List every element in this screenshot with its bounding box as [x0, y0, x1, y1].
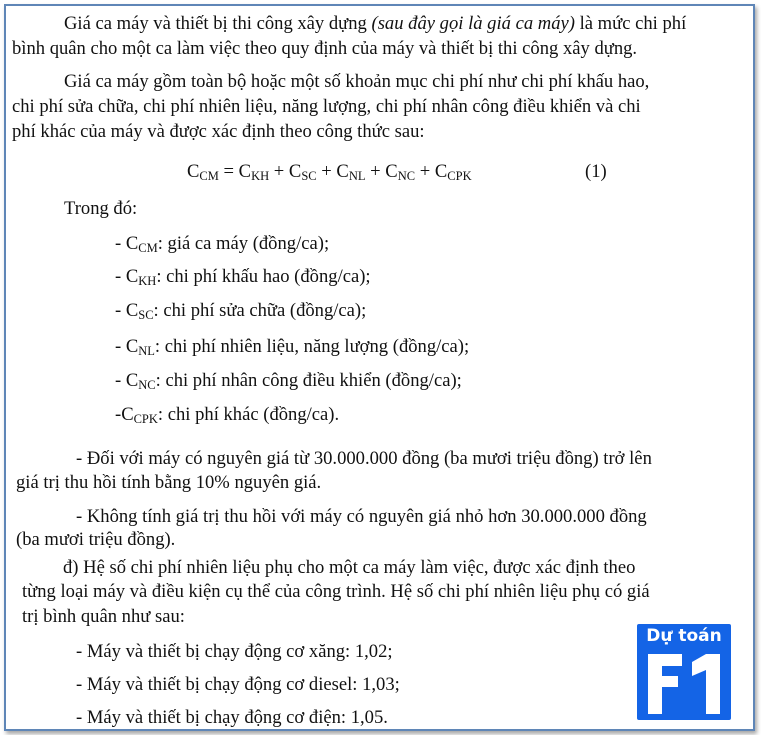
definition-sub: CPK: [133, 412, 158, 426]
para1-italic-note: (sau đây gọi là giá ca máy): [371, 13, 575, 34]
definition-nc: [115, 370, 462, 392]
para2-line2: chi phí sửa chữa, chi phí nhiên liệu, năng lượng, chi phí nhân công điều khiển và chi: [12, 96, 641, 117]
para3-line1: - Đối với máy có nguyên giá từ 30.000.000 đồng (ba mươi triệu đồng) trở lên: [76, 448, 652, 469]
coefficient-electric: - Máy và thiết bị chạy động cơ điện: 1,05.: [76, 707, 388, 728]
para1-line1: [64, 13, 686, 35]
definition-text: : chi phí sửa chữa (đồng/ca);: [153, 300, 367, 321]
definition-sub: NC: [138, 378, 156, 392]
definition-text: : chi phí khấu hao (đồng/ca);: [156, 266, 371, 287]
formula-equals: =: [218, 161, 239, 182]
definition-sc: [115, 300, 366, 322]
formula-plus: +: [415, 161, 435, 182]
definition-sub: SC: [138, 308, 154, 322]
formula-sub-sc: SC: [301, 169, 317, 183]
formula-plus: +: [269, 161, 289, 182]
where-label: Trong đó:: [64, 198, 138, 219]
definition-text: : chi phí nhiên liệu, năng lượng (đồng/ca);: [154, 336, 470, 357]
definition-text: : giá ca máy (đồng/ca);: [157, 233, 330, 254]
para5-line3: trị bình quân như sau:: [22, 606, 185, 627]
formula-c: C: [187, 161, 200, 182]
coefficient-gasoline: - Máy và thiết bị chạy động cơ xăng: 1,02;: [76, 641, 393, 662]
formula-sub-cpk: CPK: [447, 169, 472, 183]
definition-cm: [115, 233, 329, 255]
definition-prefix: -C: [115, 404, 134, 425]
formula-sub-cm: CM: [199, 169, 219, 183]
formula-c: C: [385, 161, 398, 182]
definition-prefix: - C: [115, 266, 139, 287]
formula-plus: +: [365, 161, 386, 182]
formula-c: C: [434, 161, 448, 182]
definition-prefix: - C: [115, 336, 139, 357]
para2-line1: Giá ca máy gồm toàn bộ hoặc một số khoản mục chi phí như chi phí khấu hao,: [64, 71, 650, 92]
para5-line1: đ) Hệ số chi phí nhiên liệu phụ cho một ca máy làm việc, được xác định theo: [63, 557, 636, 578]
definition-text: : chi phí khác (đồng/ca).: [157, 404, 340, 425]
definition-kh: [115, 266, 371, 288]
para1-line1-start: Giá ca máy và thiết bị thi công xây dựng: [64, 13, 372, 34]
definition-prefix: - C: [115, 300, 139, 321]
formula-c: C: [288, 161, 302, 182]
du-toan-f1-logo: [637, 624, 731, 720]
definition-sub: CM: [138, 241, 158, 255]
formula-number: (1): [585, 161, 607, 182]
definition-cpk: [115, 404, 339, 426]
formula-plus: +: [316, 161, 337, 182]
para5-line2: từng loại máy và điều kiện cụ thể của công trình. Hệ số chi phí nhiên liệu phụ có giá: [22, 581, 650, 602]
definition-sub: NL: [138, 344, 155, 358]
para1-line1-end: là mức chi phí: [574, 13, 687, 34]
logo-text: Dự toán: [646, 626, 722, 646]
formula-sub-kh: KH: [251, 169, 270, 183]
formula-c: C: [336, 161, 349, 182]
para4-line1: - Không tính giá trị thu hồi với máy có nguyên giá nhỏ hơn 30.000.000 đồng: [76, 506, 647, 527]
definition-prefix: - C: [115, 233, 139, 254]
formula-sub-nl: NL: [348, 169, 366, 183]
para2-line3: phí khác của máy và được xác định theo công thức sau:: [12, 121, 425, 142]
para1-line2: bình quân cho một ca làm việc theo quy định của máy và thiết bị thi công xây dựng.: [12, 38, 638, 59]
definition-prefix: - C: [115, 370, 139, 391]
coefficient-diesel: - Máy và thiết bị chạy động cơ diesel: 1,03;: [76, 674, 400, 695]
formula-c: C: [238, 161, 252, 182]
formula: [187, 161, 472, 183]
definition-nl: [115, 336, 469, 358]
definition-sub: KH: [138, 274, 157, 288]
para3-line2: giá trị thu hồi tính bằng 10% nguyên giá.: [16, 472, 322, 493]
formula-sub-nc: NC: [397, 169, 416, 183]
f1-logo-mark-icon: [648, 654, 720, 714]
definition-text: : chi phí nhân công điều khiển (đồng/ca);: [155, 370, 462, 391]
para4-line2: (ba mươi triệu đồng).: [16, 529, 176, 550]
